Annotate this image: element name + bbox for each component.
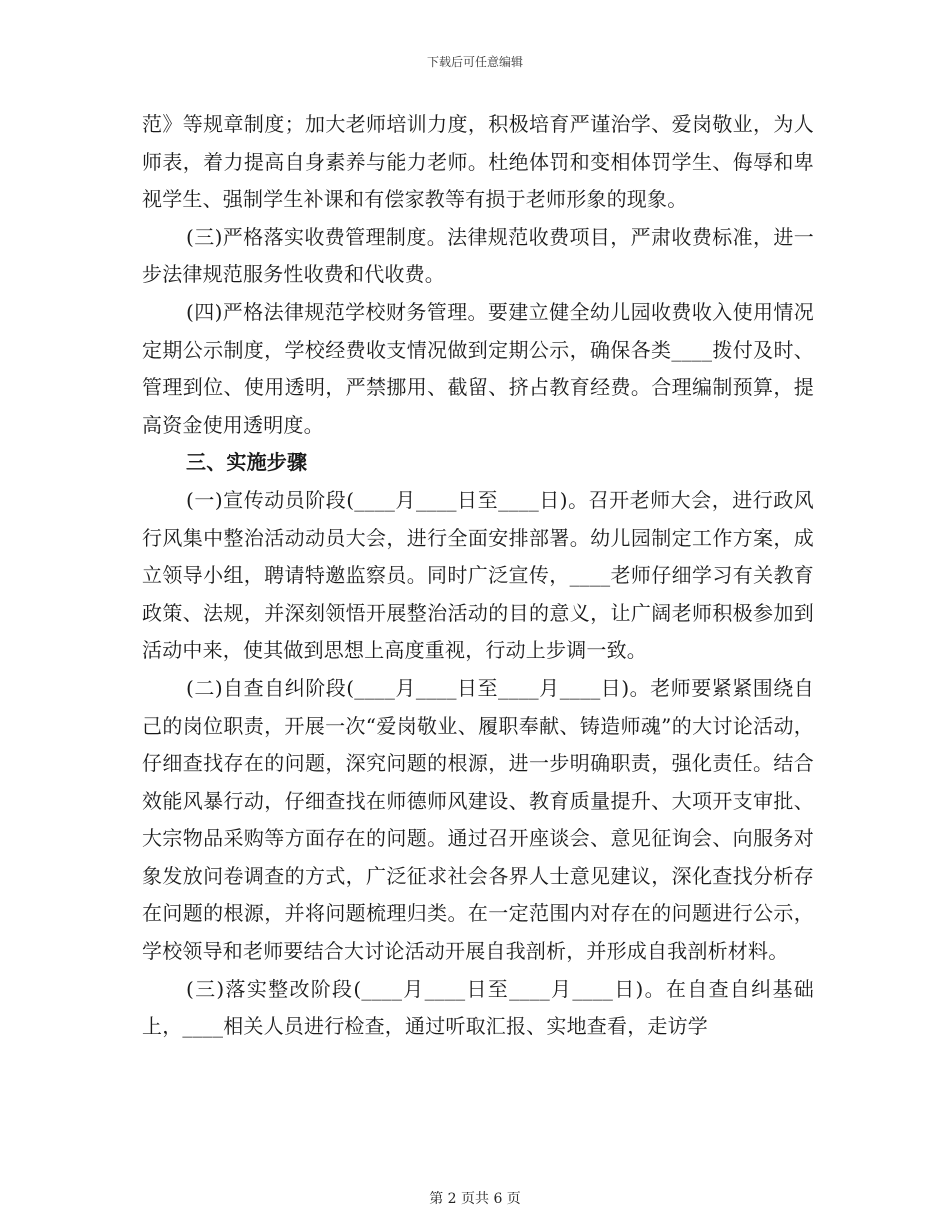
page-footer: 第 2 页共 6 页 <box>429 1191 521 1207</box>
document-body <box>142 106 814 1046</box>
paragraph-continuation: 范》等规章制度；加大老师培训力度，积极培育严谨治学、爱岗敬业，为人师表，着力提高自身素养与能力老师。杜绝体罚和变相体罚学生、侮辱和卑视学生、强制学生补课和有偿家教等有损于老师形象的现象。 <box>142 112 814 212</box>
section-heading-implementation: 三、实施步骤 <box>186 450 308 475</box>
paragraph-stage-self-inspection: (二)自查自纠阶段(____月____日至____月____日)。老师要紧紧围绕自己的岗位职责，开展一次“爱岗敬业、履职奉献、铸造师魂”的大讨论活动，仔细查找存在的问题，深究问题的根源，进一步明确职责，强化责任。结合效能风暴行动，仔细查找在师德师风建设、教育质量提升、大项开支审批、大宗物品采购等方面存在的问题。通过召开座谈会、意见征询会、向服务对象发放问卷调查的方式，广泛征求社会各界人士意见建议，深化查找分析存在问题的根源，并将问题梳理归类。在一定范围内对存在的问题进行公示，学校领导和老师要结合大讨论活动开展自我剖析，并形成自我剖析材料。 <box>142 675 814 964</box>
paragraph-stage-mobilization: (一)宣传动员阶段(____月____日至____日)。召开老师大会，进行政风行风集中整治活动动员大会，进行全面安排部署。幼儿园制定工作方案，成立领导小组，聘请特邀监察员。同时广泛宣传，____老师仔细学习有关教育政策、法规，并深刻领悟开展整治活动的目的意义，让广阔老师积极参加到活动中来，使其做到思想上高度重视，行动上步调一致。 <box>142 487 814 663</box>
paragraph-finance-management: (四)严格法律规范学校财务管理。要建立健全幼儿园收费收入使用情况定期公示制度，学校经费收支情况做到定期公示，确保各类____拨付及时、管理到位、使用透明，严禁挪用、截留、挤占教育经费。合理编制预算，提高资金使用透明度。 <box>142 299 814 437</box>
page-header: 下载后可任意编辑 <box>426 55 523 69</box>
paragraph-fee-management: (三)严格落实收费管理制度。法律规范收费项目，严肃收费标准，进一步法律规范服务性收费和代收费。 <box>142 224 814 287</box>
paragraph-stage-rectification: (三)落实整改阶段(____月____日至____月____日)。在自查自纠基础上，____相关人员进行检查，通过听取汇报、实地查看，走访学 <box>142 976 814 1039</box>
